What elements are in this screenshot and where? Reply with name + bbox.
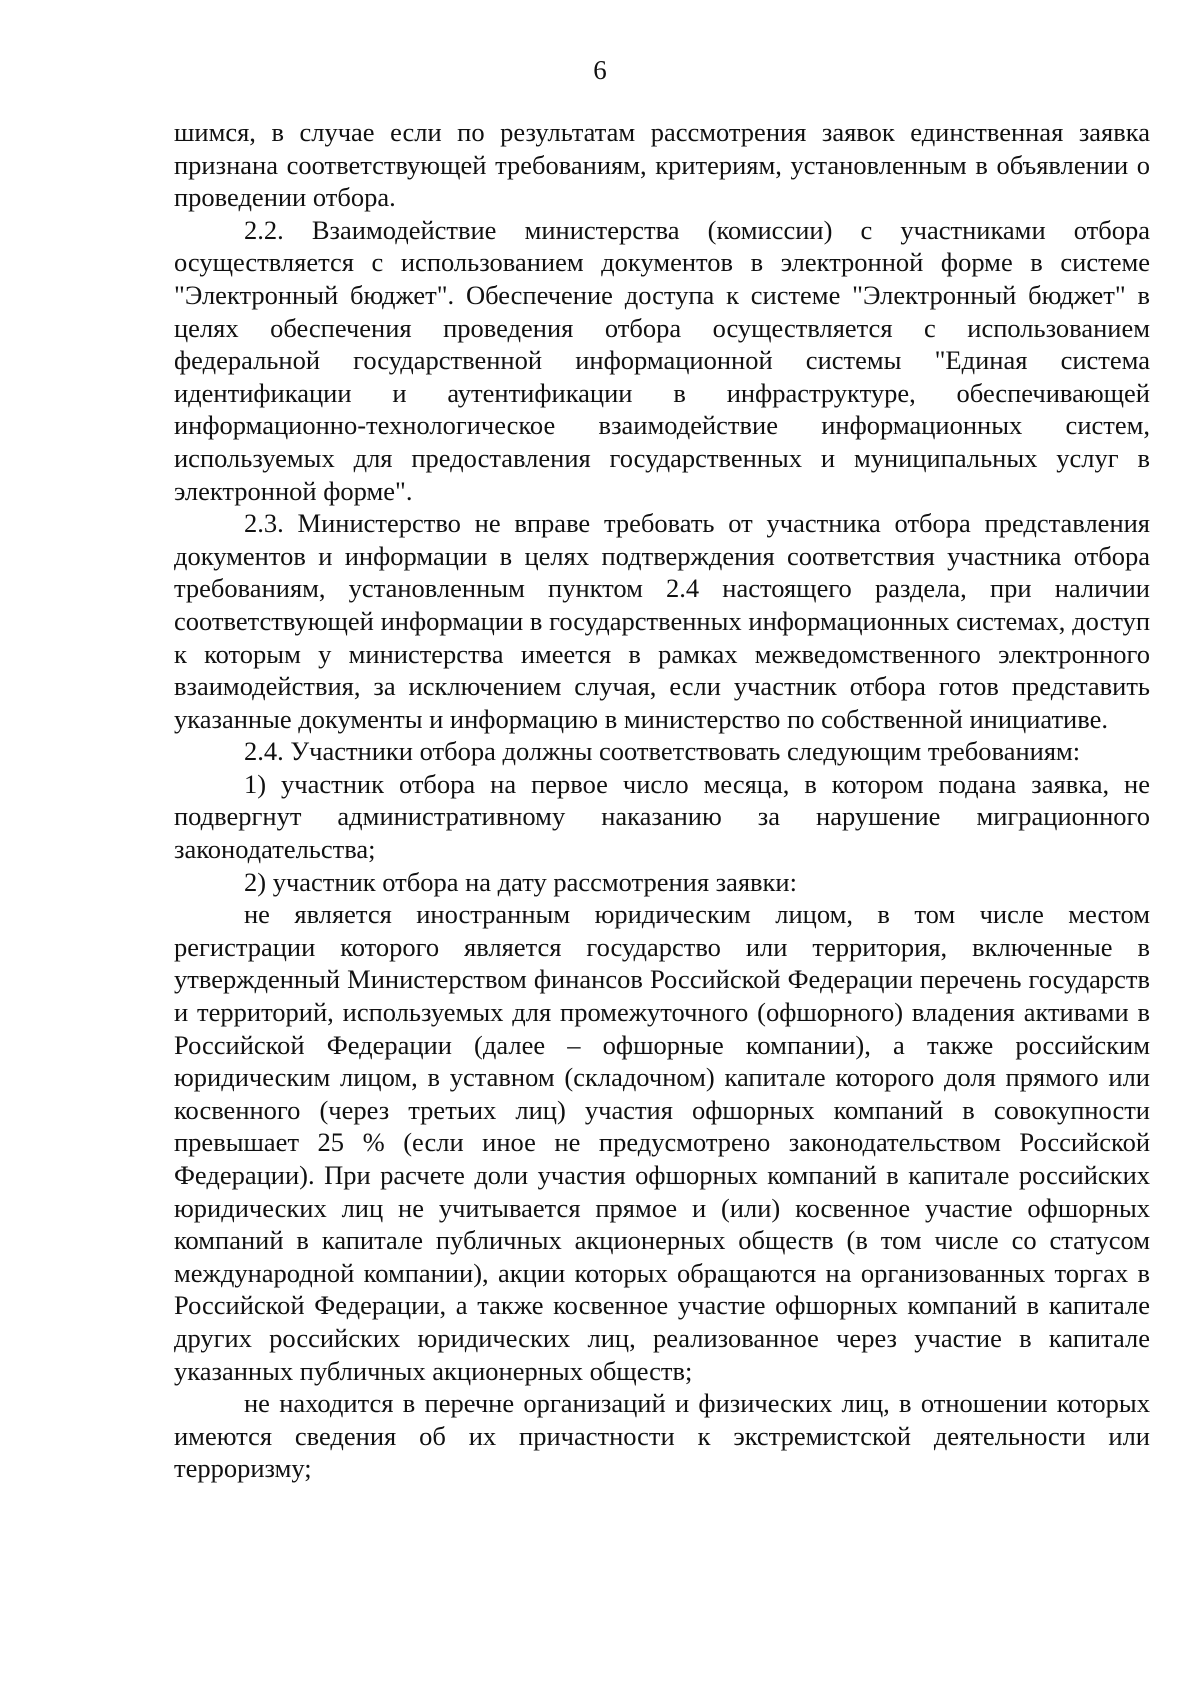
requirement-offshore: не является иностранным юридическим лицом, в том числе местом регистрации которого является государство или территория, включенные в утвержденный Министерством финансов Российской Федерации перечень государств и территорий, используемых для промежуточного (офшорного) владения активами в Российской Федерации (далее – офшорные компании), а также российским юридическим лицом, в уставном (складочном) капитале которого доля прямого или косвенного (через третьих лиц) участия офшорных компаний в совокупности превышает 25 % (если иное не предусмотрено законодательством Российской Федерации). При расчете доли участия офшорных компаний в капитале российских юридических лиц не учитывается прямое и (или) косвенное участие офшорных компаний в капитале публичных акционерных обществ (в том числе со статусом международной компании), акции которых обращаются на организованных торгах в Российской Федерации, а также косвенное участие офшорных компаний в капитале других российских юридических лиц, реализованное через участие в капитале указанных публичных акционерных обществ; [174,899,1150,1386]
paragraph-continuation: шимся, в случае если по результатам рассмотрения заявок единственная заявка признана соответствующей требованиям, критериям, установленным в объявлении о проведении отбора. [174,117,1150,213]
list-item-1: 1) участник отбора на первое число месяца, в котором подана заявка, не подвергнут административному наказанию за нарушение миграционного законодательства; [174,768,1150,865]
list-item-2: 2) участник отбора на дату рассмотрения заявки: [244,866,797,897]
paragraph-2-2: 2.2. Взаимодействие министерства (комиссии) с участниками отбора осуществляется с использованием документов в электронной форме в системе "Электронный бюджет". Обеспечение доступа к системе "Электронный бюджет" в целях обеспечения проведения отбора осуществляется с использованием федеральной государственной информационной системы "Единая система идентификации и аутентификации в инфраструктуре, обеспечивающей информационно-технологическое взаимодействие информационных систем, используемых для предоставления государственных и муниципальных услуг в электронной форме". [174,214,1150,506]
document-body [174,116,1150,1485]
paragraph-2-3: 2.3. Министерство не вправе требовать от участника отбора представления документов и информации в целях подтверждения соответствия участника отбора требованиям, установленным пунктом 2.4 настоящего раздела, при наличии соответствующей информации в государственных информационных системах, доступ к которым у министерства имеется в рамках межведомственного электронного взаимодействия, за исключением случая, если участник отбора готов представить указанные документы и информацию в министерство по собственной инициативе. [174,508,1150,734]
paragraph-2-4: 2.4. Участники отбора должны соответствовать следующим требованиям: [244,736,1081,767]
page-number: 6 [593,55,607,85]
requirement-extremism: не находится в перечне организаций и физических лиц, в отношении которых имеются сведения об их причастности к экстремистской деятельности или терроризму; [174,1388,1150,1484]
